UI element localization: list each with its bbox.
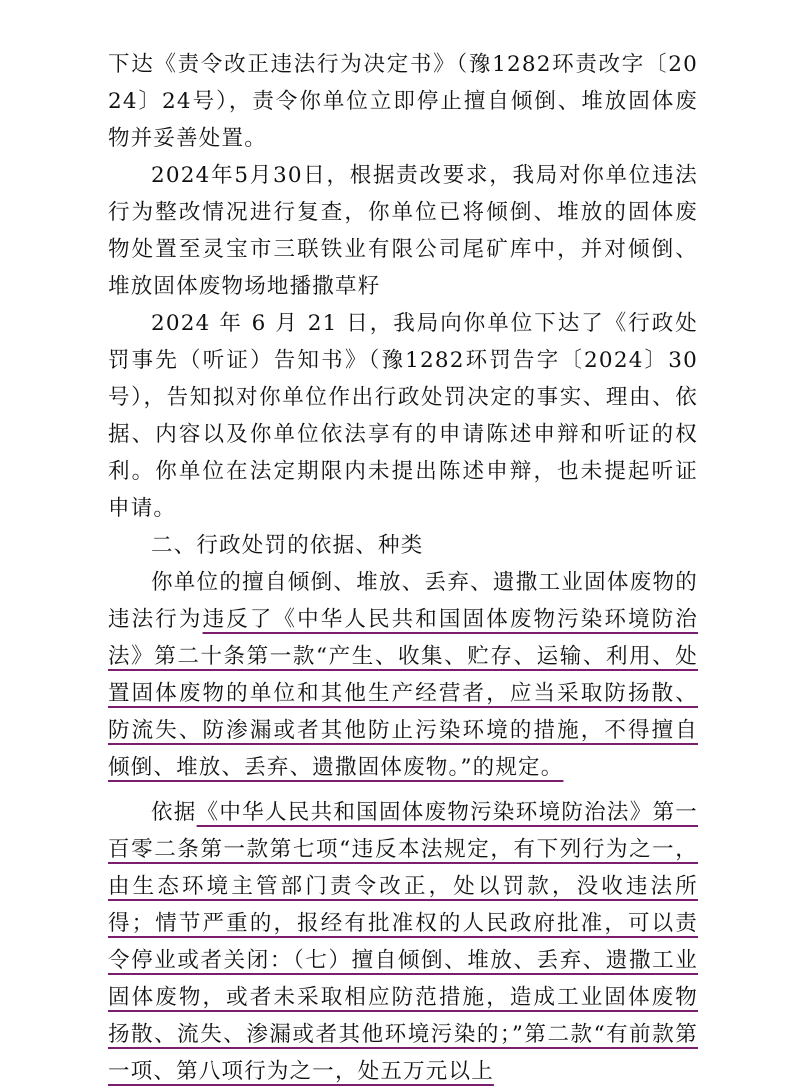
paragraph-hearing-notice: 2024 年 6 月 21 日，我局向你单位下达了《行政处罚事先（听证）告知书》（豫1282环罚告字〔2024〕30号），告知拟对你单位作出行政处罚决定的事实、理由、依据、内容以及你单位依法享有的申请陈述申辩和听证的权利。你单位在法定期限内未提出陈述申辩，也未提起听证申请。 bbox=[108, 311, 698, 521]
violation-legal-citation: 违反了《中华人民共和国固体废物污染环境防治法》第二十条第一款“产生、收集、贮存、运输、利用、处置固体废物的单位和其他生产经营者，应当采取防扬散、防流失、防渗漏或者其他防止污染环境的措施，不得擅自倾倒、堆放、丢弃、遗撒固体废物。”的规定。 bbox=[108, 607, 699, 780]
violation-lead-text: 你单位的擅自倾倒、堆放、丢弃、遗撒工业固体废物的违法行为 bbox=[108, 570, 698, 632]
document-page bbox=[108, 46, 698, 1090]
penalty-legal-citation: 《中华人民共和国固体废物污染环境防治法》第一百零二条第一款第七项“违反本法规定，有下列行为之一，由生态环境主管部门责令改正，处以罚款，没收违法所得；情节严重的，报经有批准权的人民政府批准，可以责令停业或者关闭：（七）擅自倾倒、堆放、丢弃、遗撒工业固体废物，或者未采取相应防范措施，造成工业固体废物扬散、流失、渗漏或者其他环境污染的；”第二款“有前款第一项、第八项行为之一，处五万元以上 bbox=[108, 800, 698, 1084]
paragraph-reinspection: 2024年5月30日，根据责改要求，我局对你单位违法行为整改情况进行复查，你单位已将倾倒、堆放的固体废物处置至灵宝市三联铁业有限公司尾矿库中，并对倾倒、堆放固体废物场地播撒草籽 bbox=[108, 163, 698, 299]
penalty-lead-text: 依据 bbox=[151, 800, 197, 825]
paragraph-violation bbox=[108, 564, 698, 786]
section-heading-basis: 二、行政处罚的依据、种类 bbox=[151, 533, 424, 558]
paragraph-order-issued: 下达《责令改正违法行为决定书》（豫1282环责改字〔2024〕24号），责令你单位立即停止擅自倾倒、堆放固体废物并妥善处置。 bbox=[108, 52, 698, 151]
paragraph-penalty-basis bbox=[108, 794, 698, 1090]
